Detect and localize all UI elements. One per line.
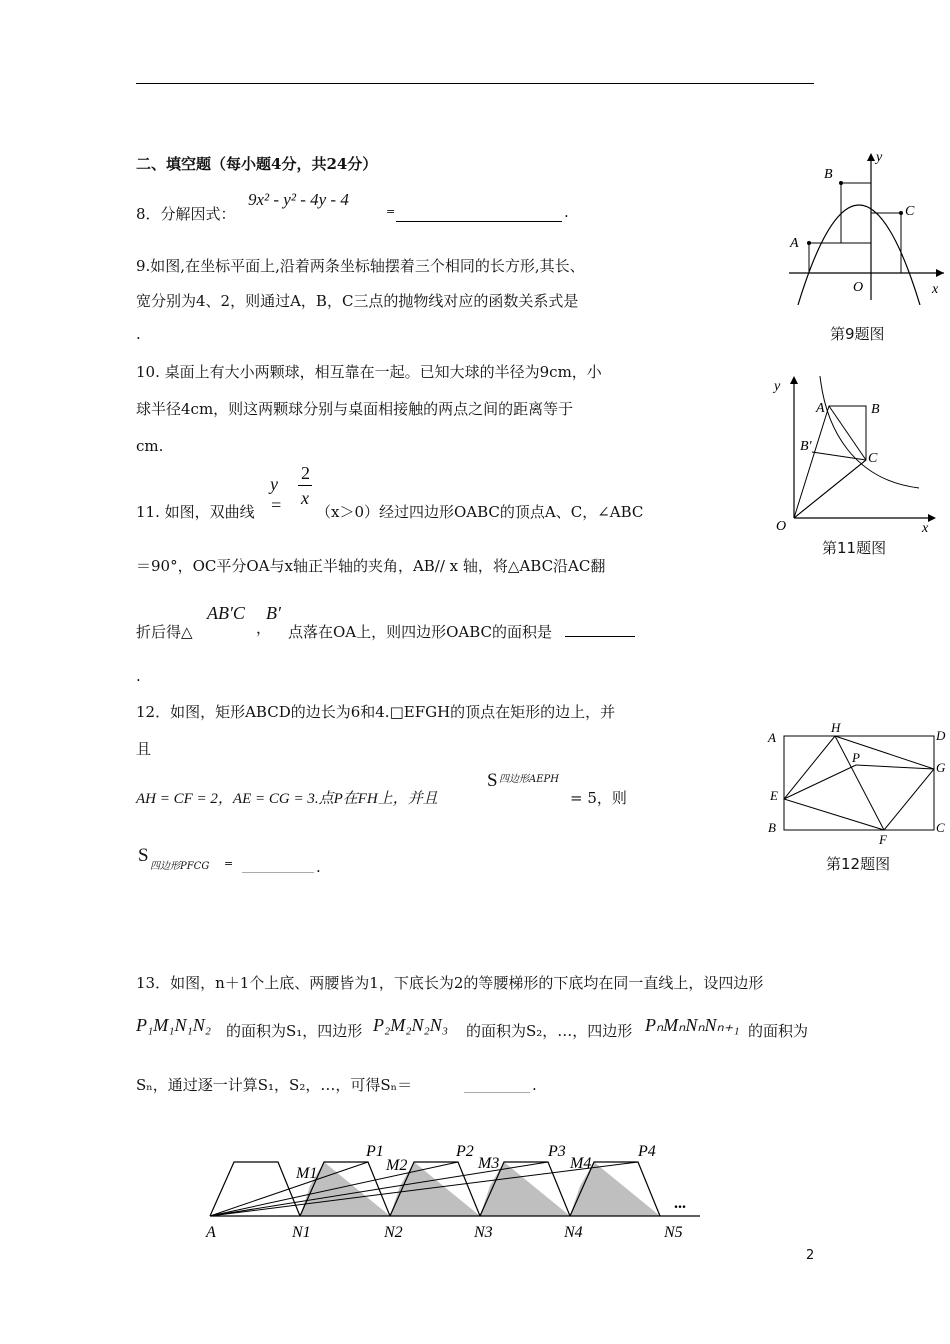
q11-triangle: AB′C xyxy=(207,603,245,623)
q11-line4: . xyxy=(136,667,141,685)
fig11-label-y: y xyxy=(774,379,781,394)
fig13-ellipsis: ... xyxy=(674,1195,686,1212)
fig13-label-M2: M2 xyxy=(386,1157,408,1174)
q13-end: . xyxy=(532,1076,537,1094)
fig13-label-N3: N3 xyxy=(474,1224,493,1241)
q9-line3: . xyxy=(136,325,141,343)
q12-s1-sub: 四边形AEPH xyxy=(499,774,559,785)
fig12-label-H: H xyxy=(831,720,841,735)
q12-s1: S xyxy=(487,770,498,791)
q11-line3b: ， xyxy=(256,619,272,637)
fig11-label-C: C xyxy=(868,451,878,466)
fig11-label-A: A xyxy=(816,401,825,416)
fig12-label-E: E xyxy=(770,788,778,803)
fig13-label-M4: M4 xyxy=(570,1155,592,1172)
q12-end: . xyxy=(316,858,321,876)
fig13-label-N4: N4 xyxy=(564,1224,583,1241)
fig11-label-O: O xyxy=(776,519,787,534)
q13-text1: 的面积为S₁，四边形 xyxy=(226,1022,363,1040)
fig13-label-M3: M3 xyxy=(478,1155,500,1172)
fig13-label-N5: N5 xyxy=(664,1224,683,1241)
fig13-label-N1: N1 xyxy=(292,1224,311,1241)
fig13-label-P2: P2 xyxy=(456,1143,474,1160)
q13-text2: 的面积为S₂，…，四边形 xyxy=(466,1022,633,1040)
fig12-label-D: D xyxy=(936,728,946,743)
fig12-label-B: B xyxy=(768,820,776,835)
q9-line2: 宽分别为4、2，则通过A，B，C三点的抛物线对应的函数关系式是 xyxy=(136,292,579,310)
fig13-label-P1: P1 xyxy=(366,1143,384,1160)
q12-equals: = xyxy=(224,857,234,870)
fig13-label-N2: N2 xyxy=(384,1224,403,1241)
fig9-label-y: y xyxy=(876,150,883,165)
q12-answer-blank[interactable] xyxy=(242,872,314,873)
section-heading: 二、填空题（每小题4分，共24分） xyxy=(136,155,378,173)
header-rule xyxy=(136,83,814,84)
figure-11 xyxy=(764,370,950,538)
q13-quad2: P₂M₂N₂N₃ xyxy=(373,1015,449,1035)
fig9-label-B: B xyxy=(824,167,833,182)
fig9-label-A: A xyxy=(790,236,799,251)
fig11-label-x: x xyxy=(922,521,929,536)
fig12-label-F: F xyxy=(879,832,887,844)
fig11-label-B: B xyxy=(871,402,880,417)
q8-end: . xyxy=(564,203,569,221)
q9-line1: 9.如图,在坐标平面上,沿着两条坐标轴摆着三个相同的长方形,其长、 xyxy=(136,257,585,275)
fig11-caption: 第11题图 xyxy=(822,539,887,557)
figure-12 xyxy=(764,720,950,844)
q12-line3b: = 5，则 xyxy=(570,789,627,807)
figure-9 xyxy=(784,145,950,305)
q12-line1: 12．如图，矩形ABCD的边长为6和4.□EFGH的顶点在矩形的边上，并 xyxy=(136,703,616,721)
q10-line3: cm. xyxy=(136,437,164,455)
q11-answer-blank[interactable] xyxy=(565,636,635,637)
q10-line2: 球半径4cm，则这两颗球分别与桌面相接触的两点之间的距离等于 xyxy=(136,400,574,418)
q12-s2-sub: 四边形PFCG xyxy=(150,861,210,872)
fig13-label-M1: M1 xyxy=(296,1165,318,1182)
q11-line1: 11. 如图，双曲线 xyxy=(136,503,255,521)
q11-line1b: （x＞0）经过四边形OABC的顶点A、C，∠ABC xyxy=(316,503,644,521)
fig12-label-G: G xyxy=(936,760,946,775)
q11-line3a: 折后得△ xyxy=(136,623,193,641)
q13-text3: 的面积为 xyxy=(748,1022,809,1040)
q13-answer-blank[interactable] xyxy=(464,1092,530,1093)
fig9-label-O: O xyxy=(853,280,864,295)
fig12-caption: 第12题图 xyxy=(826,855,891,873)
fig9-label-C: C xyxy=(905,204,915,219)
fig9-label-x: x xyxy=(932,282,939,297)
fig11-label-Bprime: B′ xyxy=(800,439,812,454)
q12-line2: 且 xyxy=(136,740,152,758)
q11-bprime: B′ xyxy=(266,603,281,623)
figure-13 xyxy=(200,1138,705,1244)
q8-answer-blank[interactable] xyxy=(396,221,562,222)
q10-line1: 10. 桌面上有大小两颗球，相互靠在一起。已知大球的半径为9cm，小 xyxy=(136,363,602,381)
fig12-label-C: C xyxy=(936,820,945,835)
fig13-label-P4: P4 xyxy=(638,1143,656,1160)
q11-line2: ＝90°，OC平分OA与x轴正半轴的夹角，AB// x 轴，将△ABC沿AC翻 xyxy=(136,557,606,575)
fig12-label-A: A xyxy=(768,730,776,745)
q13-line3: Sₙ，通过逐一计算S₁，S₂，…，可得Sₙ＝ xyxy=(136,1076,413,1094)
q13-quad1: P₁M₁N₁N₂ xyxy=(136,1015,212,1035)
fig13-label-P3: P3 xyxy=(548,1143,566,1160)
q11-line3c: 点落在OA上，则四边形OABC的面积是 xyxy=(288,623,553,641)
q13-quadn: PₙMₙNₙNₙ₊₁ xyxy=(645,1015,740,1035)
q12-s2: S xyxy=(138,845,149,866)
fig12-label-P: P xyxy=(852,750,860,765)
fig13-label-A: A xyxy=(206,1224,216,1241)
page-number: 2 xyxy=(806,1248,815,1263)
fig9-caption: 第9题图 xyxy=(830,325,885,343)
q8-equals: = xyxy=(386,205,396,218)
q12-line3a: AH = CF = 2，AE = CG = 3.点P在FH上，并且 xyxy=(136,791,438,807)
q13-line1: 13．如图，n＋1个上底、两腰皆为1，下底长为2的等腰梯形的下底均在同一直线上，设四边形 xyxy=(136,974,764,992)
q8-expression: 9x² - y² - 4y - 4 xyxy=(248,190,349,209)
q8-prefix: 8．分解因式： xyxy=(136,205,236,223)
